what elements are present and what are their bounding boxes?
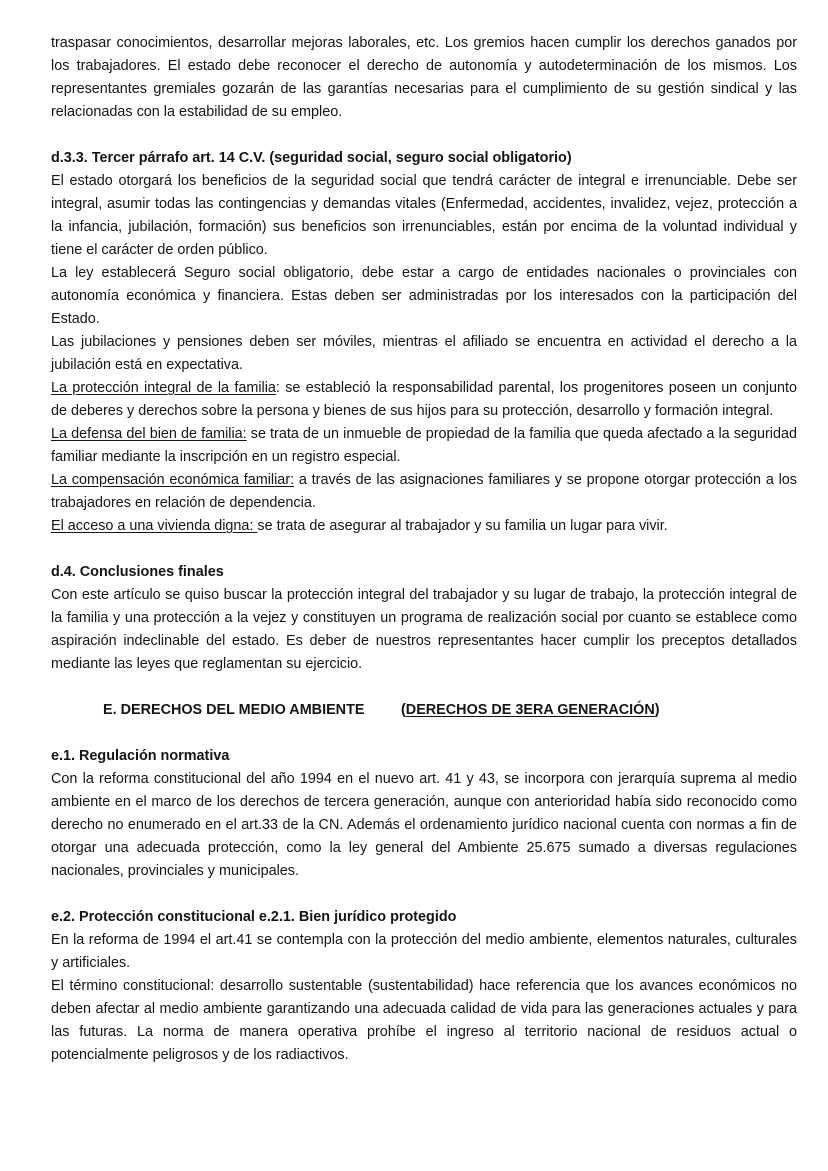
section-title-left: E. DERECHOS DEL MEDIO AMBIENTE	[103, 702, 365, 718]
paragraph-vivienda	[51, 515, 797, 538]
paragraph-compensacion	[51, 469, 797, 515]
text-vivienda: se trata de asegurar al trabajador y su familia un lugar para vivir.	[257, 518, 668, 534]
spacer	[51, 538, 797, 561]
paragraph-conclusiones: Con este artículo se quiso buscar la protección integral del trabajador y su lugar de trabajo, la protección integral de la familia y una protección a la vejez y constituyen un programa de realización social por cuanto se establece como aspiración indeclinable del estado. Es deber de nuestros representantes hacer cumplir los preceptos detallados mediante las leyes que reglamentan su ejercicio.	[51, 587, 797, 672]
document-body	[51, 32, 797, 1067]
paren-open: (	[401, 702, 406, 718]
section-title-e	[51, 699, 797, 722]
paragraph-desarrollo-sustentable: El término constitucional: desarrollo sustentable (sustentabilidad) hace referencia que los avances económicos no deben afectar al medio ambiente garantizando una adecuada calidad de vida para las generaciones actuales y para las futuras. La norma de manera operativa prohíbe el ingreso al territorio nacional de residuos actual o potencialmente peligrosos y de los radiactivos.	[51, 978, 797, 1063]
term-compensacion: La compensación económica familiar:	[51, 472, 295, 488]
paragraph-seguro-obligatorio: La ley establecerá Seguro social obligatorio, debe estar a cargo de entidades nacionales o provinciales con autonomía económica y financiera. Estas deben ser administradas por los interesados con la participación del Estado.	[51, 265, 797, 327]
spacer	[51, 722, 797, 745]
spacer	[51, 883, 797, 906]
term-proteccion-familia: La protección integral de la familia	[51, 380, 276, 396]
paragraph-reforma-1994: En la reforma de 1994 el art.41 se contempla con la protección del medio ambiente, elementos naturales, culturales y artificiales.	[51, 932, 797, 971]
paragraph-jubilaciones: Las jubilaciones y pensiones deben ser móviles, mientras el afiliado se encuentra en actividad el derecho a la jubilación está en expectativa.	[51, 334, 797, 373]
heading-d4: d.4. Conclusiones finales	[51, 564, 224, 580]
text-bien-familia: se trata de un inmueble de propiedad de la familia que queda afectado a la seguridad familiar mediante la inscripción en un registro especial.	[51, 426, 797, 465]
term-vivienda: El acceso a una vivienda digna:	[51, 518, 258, 534]
spacer	[51, 676, 797, 699]
text-compensacion: a través de las asignaciones familiares y se propone otorgar protección a los trabajadores en relación de dependencia.	[51, 472, 797, 511]
paragraph-regulacion: Con la reforma constitucional del año 1994 en el nuevo art. 41 y 43, se incorpora con jerarquía suprema al medio ambiente en el marco de los derechos de tercera generación, aunque con anterioridad había sido reconocido como derecho no enumerado en el art.33 de la CN. Además el ordenamiento jurídico nacional cuenta con normas a fin de otorgar una adecuada protección, como la ley general del Ambiente 25.675 sumado a diversas regulaciones nacionales, provinciales y municipales.	[51, 771, 797, 879]
spacer	[51, 124, 797, 147]
section-title-right	[401, 699, 660, 722]
paragraph-gremios: traspasar conocimientos, desarrollar mejoras laborales, etc. Los gremios hacen cumplir los derechos ganados por los trabajadores. El estado debe reconocer el derecho de autonomía y autodeterminación de los mismos. Los representantes gremiales gozarán de las garantías necesarias para el cumplimiento de su gestión sindical y las relacionadas con la estabilidad de su empleo.	[51, 35, 797, 120]
heading-d33: d.3.3. Tercer párrafo art. 14 C.V. (seguridad social, seguro social obligatorio)	[51, 150, 572, 166]
paragraph-proteccion-familia	[51, 377, 797, 423]
term-bien-familia: La defensa del bien de familia:	[51, 426, 247, 442]
heading-e2: e.2. Protección constitucional e.2.1. Bien jurídico protegido	[51, 909, 457, 925]
paren-close: )	[654, 702, 660, 718]
text-proteccion-familia: : se estableció la responsabilidad parental, los progenitores poseen un conjunto de deberes y derechos sobre la persona y bienes de sus hijos para su protección, desarrollo y formación integral.	[51, 380, 797, 419]
heading-e1: e.1. Regulación normativa	[51, 748, 230, 764]
section-title-generation: DERECHOS DE 3ERA GENERACIÓN	[405, 702, 655, 718]
paragraph-seguridad-social: El estado otorgará los beneficios de la seguridad social que tendrá carácter de integral e irrenunciable. Debe ser integral, asumir todas las contingencias y demandas vitales (Enfermedad, accidentes, invalidez, vejez, protección a la infancia, jubilación, formación) sus beneficios son irrenunciables, están por encima de la voluntad individual y tiene el carácter de orden público.	[51, 173, 797, 258]
paragraph-bien-familia	[51, 423, 797, 469]
